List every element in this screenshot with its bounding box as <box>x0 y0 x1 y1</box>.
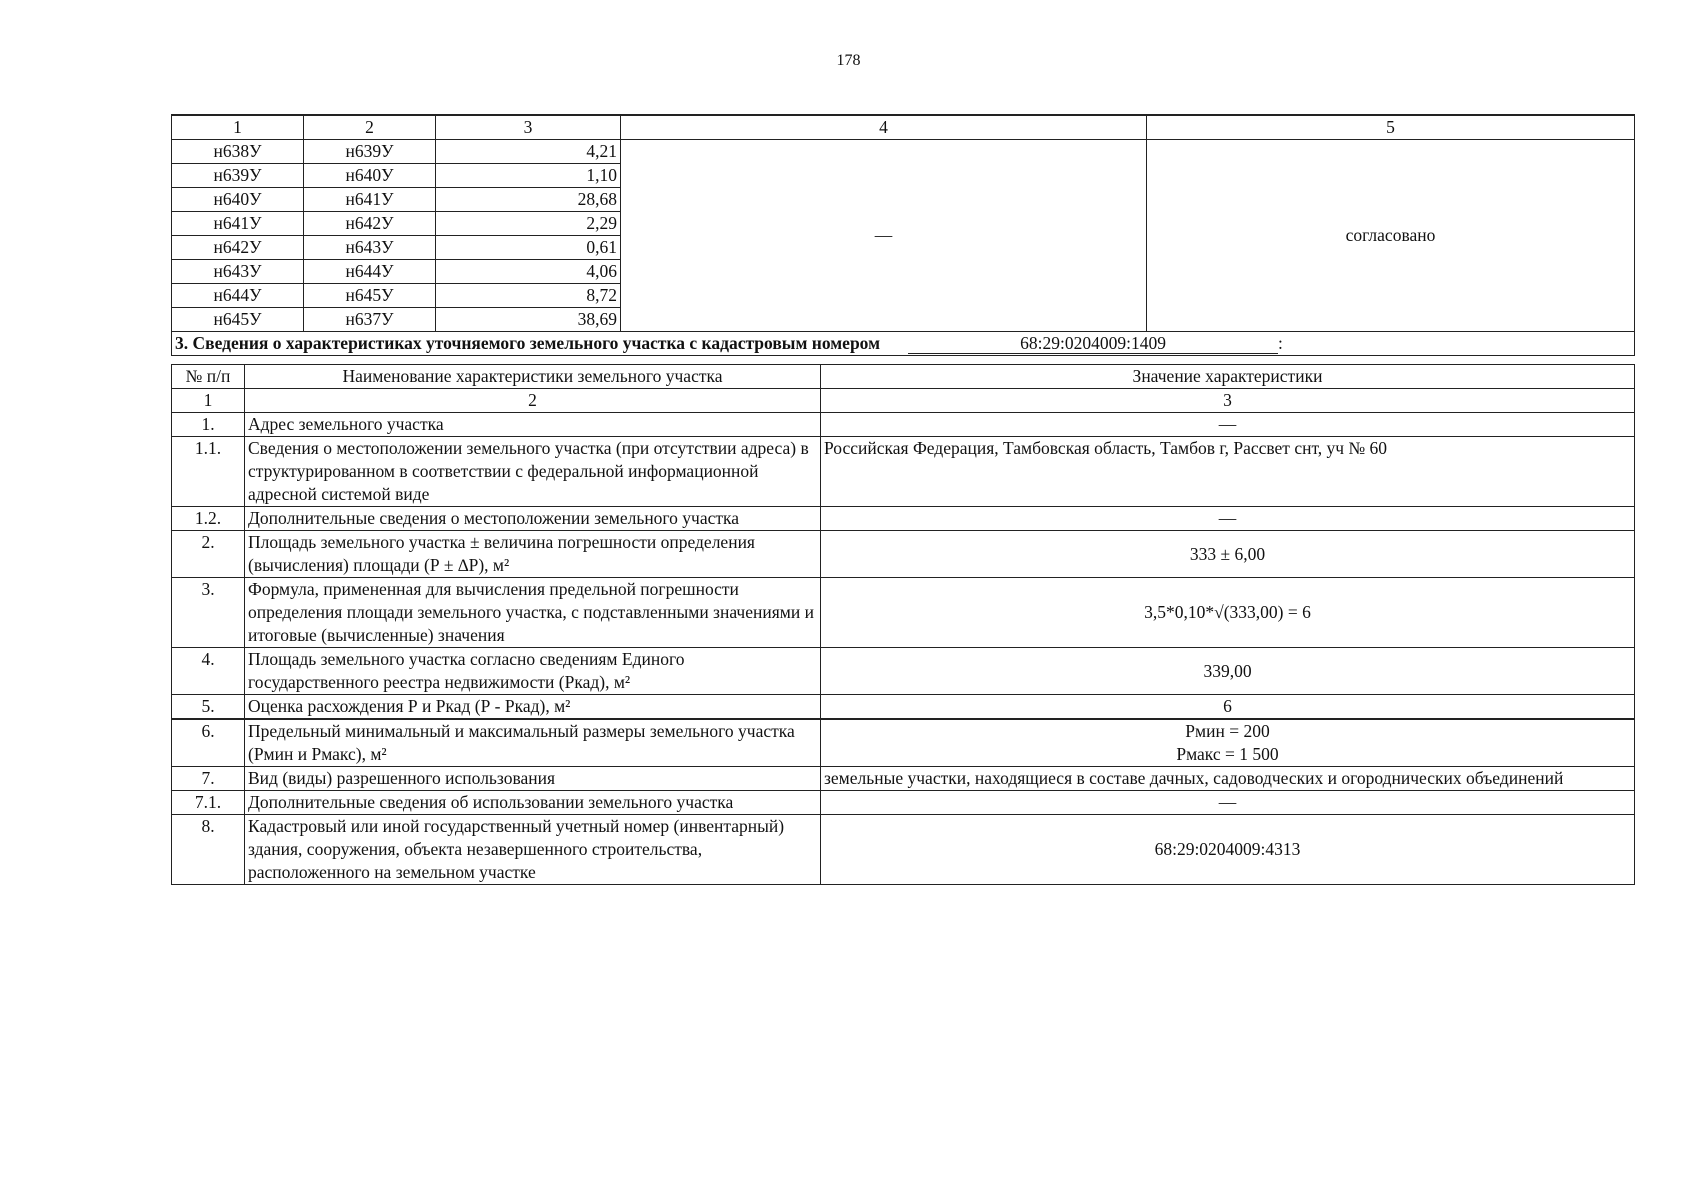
segment-from: н638У <box>172 140 304 164</box>
index-cell: 1 <box>172 389 245 413</box>
row-num: 7.1. <box>172 791 245 815</box>
table-row <box>172 791 1635 815</box>
table-row <box>172 413 1635 437</box>
row-name: Дополнительные сведения о местоположении земельного участка <box>245 507 821 531</box>
header-cell: 1 <box>172 115 304 140</box>
row-value: земельные участки, находящиеся в составе дачных, садоводческих и огороднических объединений <box>821 767 1635 791</box>
row-num: 7. <box>172 767 245 791</box>
segment-to: н639У <box>304 140 436 164</box>
header-cell: 4 <box>621 115 1147 140</box>
row-name: Площадь земельного участка ± величина погрешности определения (вычисления) площади (Р ± ∆Р), м² <box>245 531 821 578</box>
row-name: Площадь земельного участка согласно сведениям Единого государственного реестра недвижимости (Ркад), м² <box>245 648 821 695</box>
row-name: Кадастровый или иной государственный учетный номер (инвентарный) здания, сооружения, объекта незавершенного строительства, расположенного на земельном участке <box>245 815 821 885</box>
table-row <box>172 140 1635 164</box>
row-name: Формула, примененная для вычисления предельной погрешности определения площади земельного участка, с подставленными значениями и итоговые (вычисленные) значения <box>245 578 821 648</box>
table-row <box>172 531 1635 578</box>
row-value: 3,5*0,10*√(333,00) = 6 <box>821 578 1635 648</box>
page-number: 178 <box>836 52 861 69</box>
table-row <box>172 767 1635 791</box>
segment-length: 8,72 <box>436 284 621 308</box>
segment-to: н640У <box>304 164 436 188</box>
segment-from: н645У <box>172 308 304 332</box>
segment-to: н644У <box>304 260 436 284</box>
table-row <box>172 815 1635 885</box>
row-value: 6 <box>821 695 1635 720</box>
row-value: — <box>821 507 1635 531</box>
table-row <box>172 648 1635 695</box>
table-header-row <box>172 365 1635 389</box>
row-num: 1.1. <box>172 437 245 507</box>
segment-from: н642У <box>172 236 304 260</box>
row-name: Предельный минимальный и максимальный размеры земельного участка (Рмин и Рмакс), м² <box>245 719 821 767</box>
segment-length: 4,21 <box>436 140 621 164</box>
row-num: 1. <box>172 413 245 437</box>
table-header-row <box>172 115 1635 140</box>
header-name: Наименование характеристики земельного участка <box>245 365 821 389</box>
header-cell: 2 <box>304 115 436 140</box>
row-value: 68:29:0204009:4313 <box>821 815 1635 885</box>
row-num: 2. <box>172 531 245 578</box>
header-cell: 5 <box>1147 115 1635 140</box>
row-num: 3. <box>172 578 245 648</box>
value-min: Рмин = 200 <box>1185 721 1270 741</box>
section-title-cell <box>172 332 1635 356</box>
boundary-segments-table <box>171 114 1635 356</box>
table-row <box>172 437 1635 507</box>
table-row <box>172 578 1635 648</box>
segment-length: 1,10 <box>436 164 621 188</box>
row-name: Дополнительные сведения об использовании земельного участка <box>245 791 821 815</box>
row-value: — <box>821 791 1635 815</box>
row-name: Вид (виды) разрешенного использования <box>245 767 821 791</box>
segment-length: 0,61 <box>436 236 621 260</box>
segment-to: н637У <box>304 308 436 332</box>
section-title-row <box>172 332 1635 356</box>
col5-merged-value: согласовано <box>1147 140 1635 332</box>
segment-from: н640У <box>172 188 304 212</box>
row-value-range <box>821 719 1635 767</box>
segment-from: н639У <box>172 164 304 188</box>
segment-length: 4,06 <box>436 260 621 284</box>
segment-to: н645У <box>304 284 436 308</box>
table-row <box>172 507 1635 531</box>
index-cell: 3 <box>821 389 1635 413</box>
segment-length: 2,29 <box>436 212 621 236</box>
row-num: 6. <box>172 719 245 767</box>
section-title: 3. Сведения о характеристиках уточняемого земельного участка с кадастровым номером <box>175 333 881 353</box>
row-num: 4. <box>172 648 245 695</box>
segment-length: 28,68 <box>436 188 621 212</box>
row-num: 1.2. <box>172 507 245 531</box>
col4-merged-value: — <box>621 140 1147 332</box>
row-num: 8. <box>172 815 245 885</box>
table-row <box>172 719 1635 767</box>
segment-from: н643У <box>172 260 304 284</box>
value-max: Рмакс = 1 500 <box>1176 744 1279 764</box>
cadastral-number: 68:29:0204009:1409 <box>908 333 1278 354</box>
segment-from: н644У <box>172 284 304 308</box>
row-value: Российская Федерация, Тамбовская область, Тамбов г, Рассвет снт, уч № 60 <box>821 437 1635 507</box>
header-value: Значение характеристики <box>821 365 1635 389</box>
row-name: Сведения о местоположении земельного участка (при отсутствии адреса) в структурированном в соответствии с федеральной информационной адресной системой виде <box>245 437 821 507</box>
segment-to: н642У <box>304 212 436 236</box>
row-value: 339,00 <box>821 648 1635 695</box>
section-title-suffix: : <box>1278 333 1283 353</box>
segment-length: 38,69 <box>436 308 621 332</box>
row-value: 333 ± 6,00 <box>821 531 1635 578</box>
index-cell: 2 <box>245 389 821 413</box>
row-value: — <box>821 413 1635 437</box>
characteristics-table <box>171 364 1635 885</box>
table-index-row <box>172 389 1635 413</box>
header-cell: 3 <box>436 115 621 140</box>
segment-from: н641У <box>172 212 304 236</box>
row-num: 5. <box>172 695 245 720</box>
segment-to: н641У <box>304 188 436 212</box>
header-num: № п/п <box>172 365 245 389</box>
table-row <box>172 695 1635 720</box>
segment-to: н643У <box>304 236 436 260</box>
row-name: Адрес земельного участка <box>245 413 821 437</box>
row-name: Оценка расхождения Р и Ркад (Р - Ркад), м² <box>245 695 821 720</box>
